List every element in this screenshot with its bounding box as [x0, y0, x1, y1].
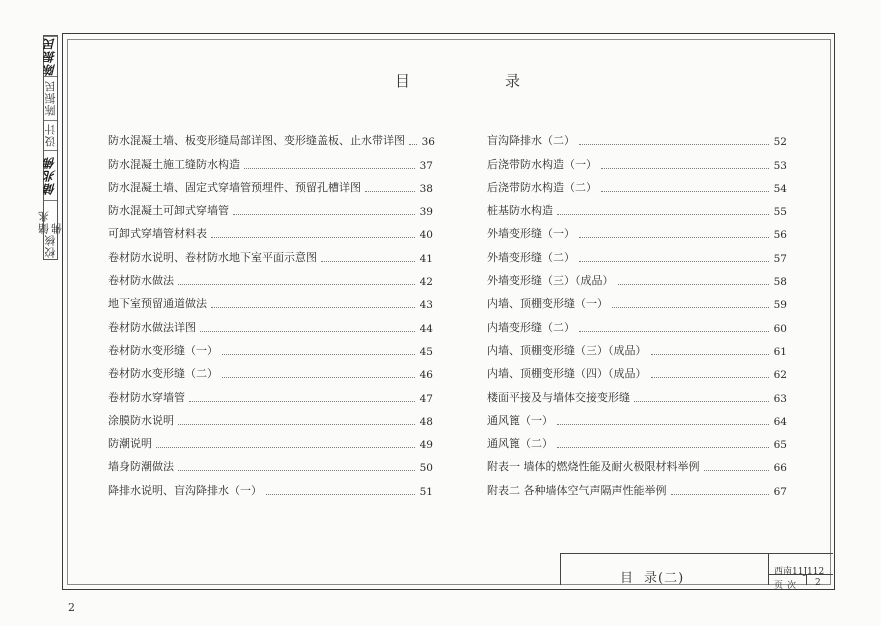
toc-entry-page: 51	[419, 485, 433, 498]
toc-entry[interactable]	[487, 172, 787, 195]
toc-entry[interactable]	[108, 125, 433, 148]
toc-entry[interactable]	[108, 195, 433, 218]
toc-entry-title: 卷材防水做法详图	[108, 320, 196, 334]
toc-entry-title: 楼面平接及与墙体交接变形缝	[487, 390, 630, 404]
designer-name: 陈振民	[44, 76, 57, 120]
toc-entry-title: 卷材防水变形缝（二）	[108, 367, 218, 381]
toc-entry-page: 58	[773, 276, 787, 289]
toc-entry-page: 40	[419, 229, 433, 242]
toc-entry-title: 内墙变形缝（二）	[487, 320, 575, 334]
toc-right-column	[487, 125, 787, 498]
toc-entry-title: 防水混凝土施工缝防水构造	[108, 157, 240, 171]
toc-leader-dots	[651, 377, 770, 378]
toc-entry-page: 37	[419, 159, 433, 172]
toc-entry[interactable]	[487, 195, 787, 218]
toc-entry-page: 42	[419, 276, 433, 289]
toc-entry[interactable]	[487, 241, 787, 264]
toc-entry-page: 47	[419, 392, 433, 405]
toc-entry-title: 后浇带防水构造（一）	[487, 157, 597, 171]
toc-entry-page: 49	[419, 439, 433, 452]
toc-entry[interactable]	[108, 451, 433, 474]
toc-leader-dots	[579, 144, 769, 145]
toc-leader-dots	[365, 191, 415, 192]
toc-entry-page: 52	[773, 136, 787, 149]
toc-entry-page: 56	[773, 229, 787, 242]
title-block-name-b: 录(二)	[644, 571, 685, 586]
toc-entry-title: 墙身防潮做法	[108, 460, 174, 474]
toc-leader-dots	[178, 470, 415, 471]
toc-leader-dots	[244, 168, 415, 169]
toc-entry-title: 降排水说明、盲沟降排水（一）	[108, 483, 262, 497]
page-label: 页次	[774, 581, 801, 591]
toc-entry-page: 59	[773, 299, 787, 312]
toc-entry-title: 内墙、顶棚变形缝（一）	[487, 297, 608, 311]
toc-leader-dots	[321, 261, 415, 262]
toc-entry[interactable]	[108, 311, 433, 334]
toc-leader-dots	[211, 237, 415, 238]
toc-leader-dots	[557, 447, 769, 448]
toc-entry-title: 内墙、顶棚变形缝（三）（成品）	[487, 343, 647, 357]
toc-entry[interactable]	[108, 358, 433, 381]
toc-entry[interactable]	[108, 265, 433, 288]
toc-entry-page: 66	[773, 462, 787, 475]
toc-entry-page: 46	[419, 369, 433, 382]
toc-entry[interactable]	[487, 335, 787, 358]
toc-entry-page: 43	[419, 299, 433, 312]
toc-leader-dots	[634, 401, 769, 402]
toc-leader-dots	[579, 261, 769, 262]
toc-entry[interactable]	[487, 405, 787, 428]
checker-signature: 储兆佛	[44, 150, 57, 200]
page-title-char-2: 录	[505, 72, 521, 90]
toc-leader-dots	[557, 214, 769, 215]
toc-entry-page: 55	[773, 206, 787, 219]
toc-entry-title: 地下室预留通道做法	[108, 297, 207, 311]
toc-leader-dots	[579, 331, 769, 332]
toc-entry[interactable]	[487, 148, 787, 171]
toc-entry[interactable]	[487, 265, 787, 288]
toc-entry-page: 61	[773, 345, 787, 358]
design-label: 设计	[44, 120, 57, 150]
toc-leader-dots	[266, 494, 415, 495]
toc-entry[interactable]	[108, 172, 433, 195]
toc-entry-title: 盲沟降排水（二）	[487, 134, 575, 148]
toc-entry-page: 36	[421, 136, 435, 149]
toc-entry[interactable]	[487, 474, 787, 497]
toc-entry-page: 60	[773, 322, 787, 335]
title-block-name	[620, 567, 684, 586]
toc-leader-dots	[651, 354, 770, 355]
toc-entry[interactable]	[487, 381, 787, 404]
toc-leader-dots	[409, 144, 417, 145]
toc-entry-title: 可卸式穿墙管材料表	[108, 227, 207, 241]
designer-signature: 陈振民	[43, 37, 57, 76]
page-title-char-1: 目	[395, 72, 411, 90]
toc-leader-dots	[557, 424, 769, 425]
toc-entry-title: 后浇带防水构造（二）	[487, 180, 597, 194]
toc-entry-page: 50	[419, 462, 433, 475]
toc-entry-title: 外墙变形缝（一）	[487, 227, 575, 241]
toc-entry-title: 卷材防水说明、卷材防水地下室平面示意图	[108, 250, 317, 264]
toc-entry[interactable]	[487, 218, 787, 241]
toc-entry[interactable]	[108, 218, 433, 241]
toc-entry-title: 涂膜防水说明	[108, 413, 174, 427]
review-signature-strip	[37, 35, 64, 260]
toc-entry[interactable]	[487, 451, 787, 474]
toc-leader-dots	[618, 284, 770, 285]
toc-entry-title: 外墙变形缝（二）	[487, 250, 575, 264]
title-block-top-line	[560, 553, 833, 554]
toc-entry-title: 通风篦（一）	[487, 413, 553, 427]
toc-entry-title: 桩基防水构造	[487, 204, 553, 218]
toc-entry-title: 附表二 各种墙体空气声隔声性能举例	[487, 483, 667, 497]
atlas-code: 西南11J112	[774, 567, 825, 577]
toc-leader-dots	[222, 354, 415, 355]
toc-entry-title: 内墙、顶棚变形缝（四）（成品）	[487, 367, 647, 381]
toc-entry-title: 防水混凝土墙、板变形缝局部详图、变形缝盖板、止水带详图	[108, 134, 405, 148]
toc-entry[interactable]	[487, 125, 787, 148]
toc-entry-page: 67	[773, 485, 787, 498]
toc-entry[interactable]	[487, 358, 787, 381]
toc-leader-dots	[601, 168, 769, 169]
toc-entry[interactable]	[487, 311, 787, 334]
toc-leader-dots	[178, 424, 415, 425]
toc-leader-dots	[189, 401, 415, 402]
toc-entry-page: 57	[773, 252, 787, 265]
toc-entry-title: 卷材防水穿墙管	[108, 390, 185, 404]
toc-entry-page: 41	[419, 252, 433, 265]
toc-entry-page: 39	[419, 206, 433, 219]
toc-entry[interactable]	[108, 241, 433, 264]
toc-entry[interactable]	[108, 474, 433, 497]
toc-entry-title: 通风篦（二）	[487, 437, 553, 451]
title-block-left-line	[560, 553, 561, 585]
toc-entry-title: 附表一 墙体的燃烧性能及耐火极限材料举例	[487, 460, 700, 474]
toc-entry-page: 44	[419, 322, 433, 335]
toc-leader-dots	[671, 494, 770, 495]
sheet-number: 2	[68, 601, 75, 614]
toc-entry-page: 38	[419, 182, 433, 195]
toc-entry-page: 65	[773, 439, 787, 452]
toc-entry-title: 卷材防水变形缝（一）	[108, 343, 218, 357]
check-label: 校核	[44, 234, 57, 259]
toc-entry-page: 53	[773, 159, 787, 172]
toc-entry-page: 48	[419, 415, 433, 428]
toc-leader-dots	[211, 307, 415, 308]
toc-leader-dots	[579, 237, 769, 238]
toc-leader-dots	[704, 470, 770, 471]
toc-entry-title: 防潮说明	[108, 437, 152, 451]
toc-leader-dots	[178, 284, 415, 285]
toc-entry-page: 64	[773, 415, 787, 428]
toc-entry[interactable]	[108, 428, 433, 451]
toc-entry-title: 卷材防水做法	[108, 274, 174, 288]
toc-entry-title: 外墙变形缝（三）（成品）	[487, 274, 614, 288]
toc-leader-dots	[233, 214, 415, 215]
toc-leader-dots	[156, 447, 415, 448]
toc-leader-dots	[612, 307, 769, 308]
toc-leader-dots	[601, 191, 769, 192]
toc-entry-title: 防水混凝土可卸式穿墙管	[108, 204, 229, 218]
toc-entry[interactable]	[108, 405, 433, 428]
toc-entry[interactable]	[108, 288, 433, 311]
toc-entry[interactable]	[108, 335, 433, 358]
toc-entry-page: 63	[773, 392, 787, 405]
toc-entry[interactable]	[487, 428, 787, 451]
toc-entry-page: 62	[773, 369, 787, 382]
page-number: 2	[815, 578, 821, 588]
checker-name: 储兆佛	[44, 200, 57, 234]
toc-leader-dots	[200, 331, 415, 332]
toc-entry-page: 54	[773, 182, 787, 195]
toc-entry-page: 45	[419, 345, 433, 358]
toc-leader-dots	[222, 377, 415, 378]
toc-left-column	[108, 125, 433, 498]
toc-entry[interactable]	[108, 381, 433, 404]
title-block-divider	[768, 553, 769, 585]
title-block-name-a: 目	[620, 571, 635, 586]
toc-entry-title: 防水混凝土墙、固定式穿墙管预埋件、预留孔槽详图	[108, 180, 361, 194]
toc-entry[interactable]	[108, 148, 433, 171]
toc-entry[interactable]	[487, 288, 787, 311]
